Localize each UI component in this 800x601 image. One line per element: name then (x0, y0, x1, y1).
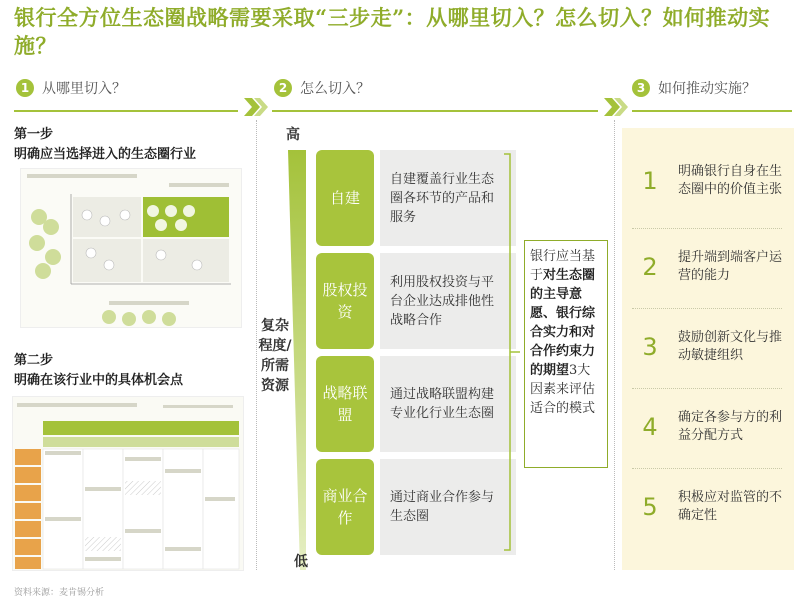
step1-title: 第一步 (14, 127, 54, 142)
item-number: 2 (642, 253, 658, 281)
mode-row-commercial (316, 459, 501, 555)
step-divider-line (632, 110, 792, 112)
summary-text-pre: 银行应当基于 (530, 249, 596, 283)
implementation-item (622, 146, 794, 216)
page-title: 银行全方位生态圈战略需要采取“三步走”：从哪里切入？怎么切入？如何推动实施？ (14, 5, 771, 58)
step-header-2 (274, 78, 370, 98)
item-separator (632, 308, 782, 309)
item-number: 3 (642, 333, 658, 361)
column-separator (614, 120, 615, 570)
step-divider-line (14, 110, 238, 112)
implementation-item (622, 392, 794, 462)
chevron-right-icon (602, 96, 630, 118)
mode-row-self-build (316, 150, 501, 246)
item-text: 提升端到端客户运营的能力 (678, 250, 783, 283)
implementation-panel (622, 128, 794, 570)
opportunity-table-thumbnail (12, 396, 244, 571)
summary-text-bold: 对生态圈的主导意愿、银行综合实力和对合作约束力的期望 (530, 268, 596, 378)
step1-desc: 明确应当选择进入的生态圈行业 (14, 147, 197, 162)
evaluation-summary-box (524, 240, 608, 468)
item-separator (632, 228, 782, 229)
summary-text-post: 3大因素来评估适合的模式 (530, 363, 596, 416)
step2-desc: 明确在该行业中的具体机会点 (14, 373, 184, 388)
item-text: 确定各参与方的利益分配方式 (678, 410, 783, 443)
source-note: 资料来源：麦肯锡分析 (14, 588, 105, 598)
implementation-item (622, 232, 794, 302)
column-separator (256, 120, 257, 570)
item-text: 积极应对监管的不确定性 (678, 490, 783, 523)
item-text: 鼓励创新文化与推动敏捷组织 (678, 330, 783, 363)
step-header-3 (632, 78, 756, 98)
matrix-chart-graphic (21, 169, 243, 329)
item-number: 4 (642, 413, 658, 441)
mode-desc: 通过战略联盟构建专业化行业生态圈 (380, 356, 516, 452)
implementation-item (622, 472, 794, 542)
complexity-axis-label: 复杂程度/所需资源 (258, 318, 292, 394)
mode-tag: 自建 (316, 150, 374, 246)
item-separator (632, 388, 782, 389)
high-label: 高 (286, 127, 300, 143)
item-number: 1 (642, 167, 658, 195)
item-text: 明确银行自身在生态圈中的价值主张 (678, 164, 783, 197)
step-divider-line (272, 110, 598, 112)
step-label: 如何推动实施？ (658, 81, 756, 97)
step2-title: 第二步 (14, 353, 54, 368)
mode-row-alliance (316, 356, 501, 452)
mode-desc: 自建覆盖行业生态圈各环节的产品和服务 (380, 150, 516, 246)
step-number-badge: 1 (16, 79, 34, 97)
bracket-connector (502, 152, 522, 552)
step-header-1 (16, 78, 126, 98)
step-number-badge: 2 (274, 79, 292, 97)
step-label: 怎么切入？ (300, 81, 370, 97)
step-label: 从哪里切入？ (42, 81, 126, 97)
mode-tag: 股权投资 (316, 253, 374, 349)
mode-tag: 战略联盟 (316, 356, 374, 452)
mode-tag: 商业合作 (316, 459, 374, 555)
opportunity-table-graphic (13, 397, 245, 572)
low-label: 低 (294, 554, 308, 570)
industry-matrix-thumbnail (20, 168, 242, 328)
item-separator (632, 468, 782, 469)
chevron-right-icon (242, 96, 270, 118)
mode-desc: 利用股权投资与平台企业达成排他性战略合作 (380, 253, 516, 349)
mode-row-equity (316, 253, 501, 349)
mode-desc: 通过商业合作参与生态圈 (380, 459, 516, 555)
implementation-item (622, 312, 794, 382)
item-number: 5 (642, 493, 658, 521)
step-number-badge: 3 (632, 79, 650, 97)
